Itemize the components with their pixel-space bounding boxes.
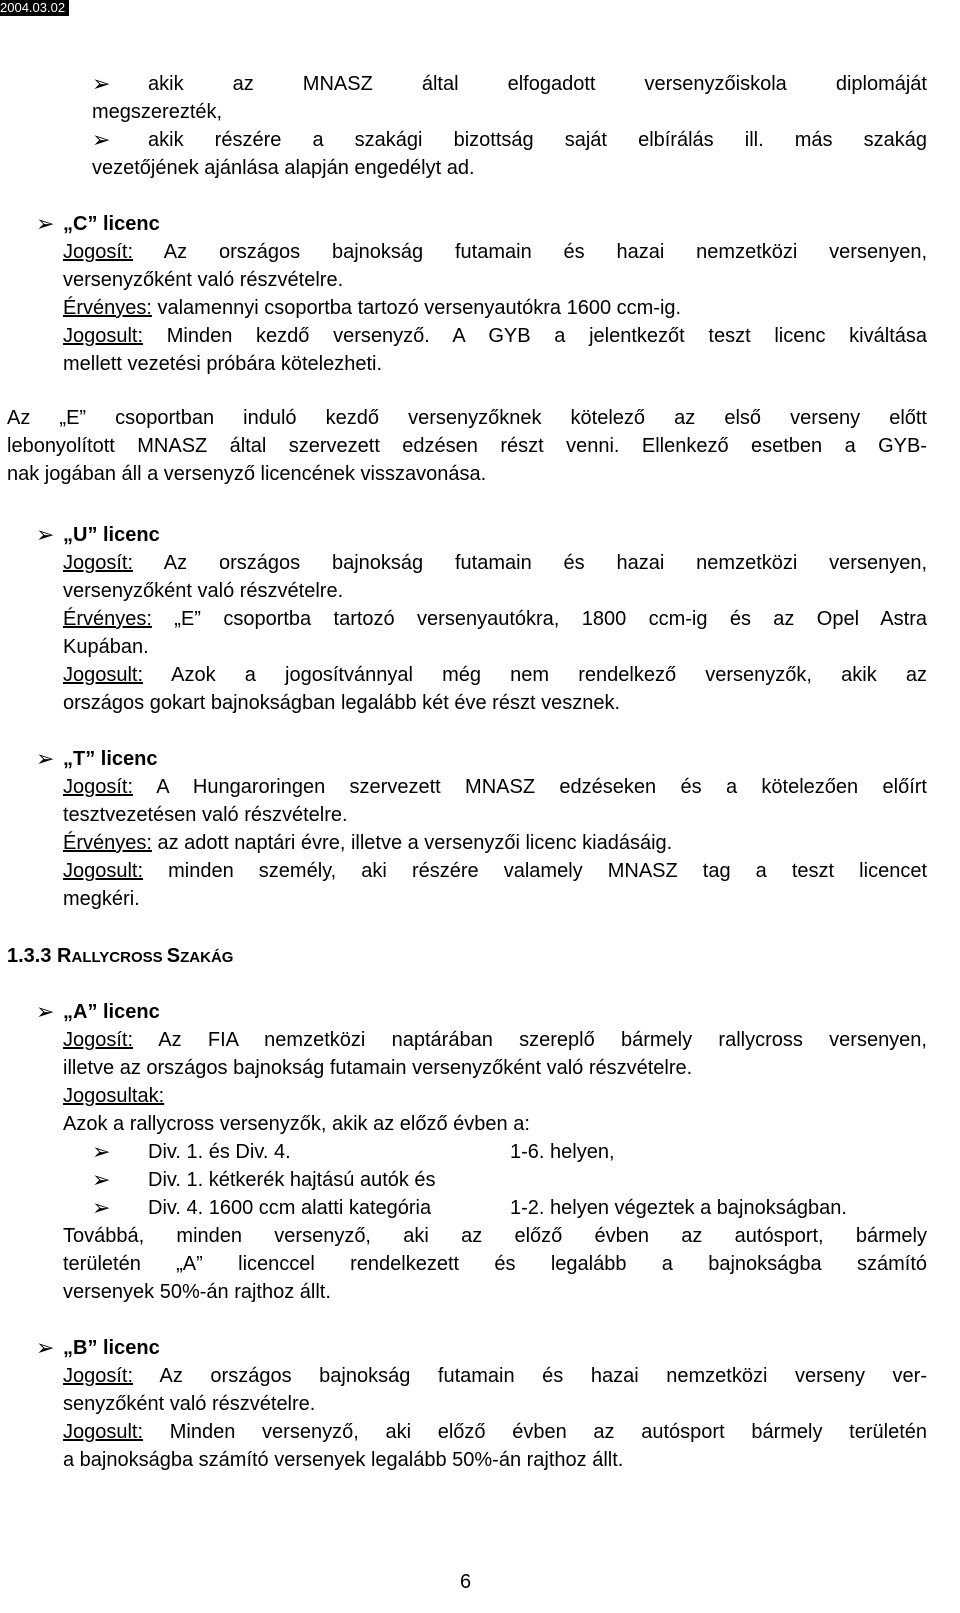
c-jogosit-label: Jogosít:	[63, 241, 134, 263]
a-item-3-left: Div. 4. 1600 ccm alatti kategória	[148, 1197, 432, 1219]
a-further-line2: területén „A” licenccel rendelkezett és legalább a bajnokságba számító	[63, 1253, 927, 1275]
u-jogosult-label: Jogosult:	[63, 664, 144, 686]
u-jogosit-text: Az országos bajnokság futamain és hazai nemzetközi versenyen,	[133, 552, 927, 574]
e-paragraph-line3: nak jogában áll a versenyző licencének visszavonása.	[7, 463, 487, 485]
a-item-3-right: 1-2. helyen végeztek a bajnokságban.	[510, 1197, 847, 1219]
t-licenc-ervenyes	[63, 829, 672, 857]
t-licenc-jogosit-line1	[63, 773, 927, 801]
c-jogosult-text-b: A GYB a jelentkezőt teszt licenc kiváltása	[429, 325, 927, 347]
bullet-arrow-icon: ➢	[92, 71, 111, 96]
u-licenc-jogosit-line1	[63, 549, 927, 577]
section-number: 1.3.3	[7, 945, 52, 967]
b-licenc-title: „B” licenc	[63, 1337, 160, 1359]
bullet-arrow-icon: ➢	[36, 746, 55, 771]
bullet-arrow-icon: ➢	[92, 1195, 111, 1220]
u-jogosit-label: Jogosít:	[63, 552, 134, 574]
bullet-arrow-icon: ➢	[36, 1335, 55, 1360]
b-licenc-jogosult-line1	[63, 1418, 927, 1446]
e-paragraph-line2b: Ellenkező esetben a GYB-	[619, 435, 927, 457]
c-ervenyes-text: valamennyi csoportba tartozó versenyautókra 1600 ccm-ig.	[151, 297, 682, 319]
u-jogosult-text: Azok a jogosítvánnyal még nem rendelkező versenyzők, akik az	[143, 664, 927, 686]
bullet-arrow-icon: ➢	[36, 999, 55, 1024]
u-ervenyes-label: Érvényes:	[63, 608, 152, 630]
t-ervenyes-label: Érvényes:	[63, 832, 152, 854]
a-item-1-right: 1-6. helyen,	[510, 1141, 615, 1163]
a-jogosultak-label: Jogosultak:	[63, 1085, 165, 1107]
a-item-1-left: Div. 1. és Div. 4.	[148, 1141, 291, 1163]
b-licenc-jogosit-line1	[63, 1362, 927, 1390]
a-licenc-title: „A” licenc	[63, 1001, 160, 1023]
a-intro: Azok a rallycross versenyzők, akik az előző évben a:	[63, 1113, 530, 1135]
t-jogosit-text: A Hungaroringen szervezett MNASZ edzéseken és a kötelezően előírt	[133, 776, 927, 798]
c-jogosult-label: Jogosult:	[63, 325, 144, 347]
b-licenc-jogosult-line2: a bajnokságba számító versenyek legalább 50%-án rajthoz állt.	[63, 1449, 624, 1471]
c-licenc-jogosit-line2: versenyzőként való részvételre.	[63, 269, 344, 291]
t-jogosult-label: Jogosult:	[63, 860, 144, 882]
page-number: 6	[460, 1571, 472, 1593]
bullet-arrow-icon: ➢	[92, 1139, 111, 1164]
t-licenc-jogosult-line1	[63, 857, 927, 885]
u-ervenyes-text: „E” csoportba tartozó versenyautókra, 1800 ccm-ig és az Opel Astra	[151, 608, 927, 630]
u-licenc-title: „U” licenc	[63, 524, 160, 546]
e-paragraph-line2a: lebonyolított MNASZ által szervezett edzésen részt venni.	[7, 435, 620, 457]
c-jogosit-text: Az országos bajnokság futamain és hazai nemzetközi versenyen,	[133, 241, 927, 263]
t-licenc-jogosult-line2: megkéri.	[63, 888, 140, 910]
e-paragraph-line1: Az „E” csoportban induló kezdő versenyzőknek kötelező az első verseny előtt	[7, 407, 927, 429]
t-ervenyes-text: az adott naptári évre, illetve a versenyzői licenc kiadásáig.	[151, 832, 673, 854]
t-jogosult-text: minden személy, aki részére valamely MNASZ tag a teszt licencet	[143, 860, 927, 882]
c-licenc-jogosult-line1	[63, 322, 927, 350]
b-jogosult-text: Minden versenyző, aki előző évben az autósport bármely területén	[143, 1421, 927, 1443]
e-paragraph-line2	[7, 432, 927, 460]
c-licenc-ervenyes	[63, 294, 681, 322]
a-further-line1: Továbbá, minden versenyző, aki az előző évben az autósport, bármely	[63, 1225, 927, 1247]
section-heading: 1.3.3 RALLYCROSS SZAKÁG	[7, 945, 234, 967]
u-licenc-ervenyes-line2: Kupában.	[63, 636, 149, 658]
u-licenc-jogosult-line1	[63, 661, 927, 689]
header-date: 2004.03.02	[0, 0, 69, 16]
a-licenc-jogosit-line1	[63, 1026, 927, 1054]
u-licenc-jogosit-line2: versenyzőként való részvételre.	[63, 580, 344, 602]
u-licenc-jogosult-line2: országos gokart bajnokságban legalább két éve részt vesznek.	[63, 692, 621, 714]
c-licenc-jogosit-line1	[63, 238, 927, 266]
bullet-arrow-icon: ➢	[92, 1167, 111, 1192]
c-ervenyes-label: Érvényes:	[63, 297, 152, 319]
top-bullet-1-line2: megszerezték,	[92, 101, 223, 123]
t-licenc-title: „T” licenc	[63, 748, 158, 770]
top-bullet-2-line1: akik részére a szakági bizottság saját elbírálás ill. más szakág	[148, 129, 927, 151]
b-jogosit-text: Az országos bajnokság futamain és hazai nemzetközi verseny ver-	[133, 1365, 927, 1387]
c-jogosult-text-a: Minden kezdő versenyző.	[143, 325, 430, 347]
u-licenc-ervenyes-line1	[63, 605, 927, 633]
a-item-2-left: Div. 1. kétkerék hajtású autók és	[148, 1169, 436, 1191]
b-jogosult-label: Jogosult:	[63, 1421, 144, 1443]
top-bullet-2-line2: vezetőjének ajánlása alapján engedélyt ad.	[92, 157, 475, 179]
bullet-arrow-icon: ➢	[36, 522, 55, 547]
bullet-arrow-icon: ➢	[92, 127, 111, 152]
c-licenc-title: „C” licenc	[63, 213, 160, 235]
b-licenc-jogosit-line2: senyzőként való részvételre.	[63, 1393, 316, 1415]
top-bullet-1-line1: akik az MNASZ által elfogadott versenyzőiskola diplomáját	[148, 73, 927, 95]
a-jogosit-text: Az FIA nemzetközi naptárában szereplő bármely rallycross versenyen,	[133, 1029, 927, 1051]
bullet-arrow-icon: ➢	[36, 211, 55, 236]
a-licenc-jogosit-line2: illetve az országos bajnokság futamain versenyzőként való részvételre.	[63, 1057, 693, 1079]
t-jogosit-label: Jogosít:	[63, 776, 134, 798]
c-licenc-jogosult-line2: mellett vezetési próbára kötelezheti.	[63, 353, 383, 375]
t-licenc-jogosit-line2: tesztvezetésen való részvételre.	[63, 804, 348, 826]
b-jogosit-label: Jogosít:	[63, 1365, 134, 1387]
a-jogosit-label: Jogosít:	[63, 1029, 134, 1051]
a-further-line3: versenyek 50%-án rajthoz állt.	[63, 1281, 331, 1303]
